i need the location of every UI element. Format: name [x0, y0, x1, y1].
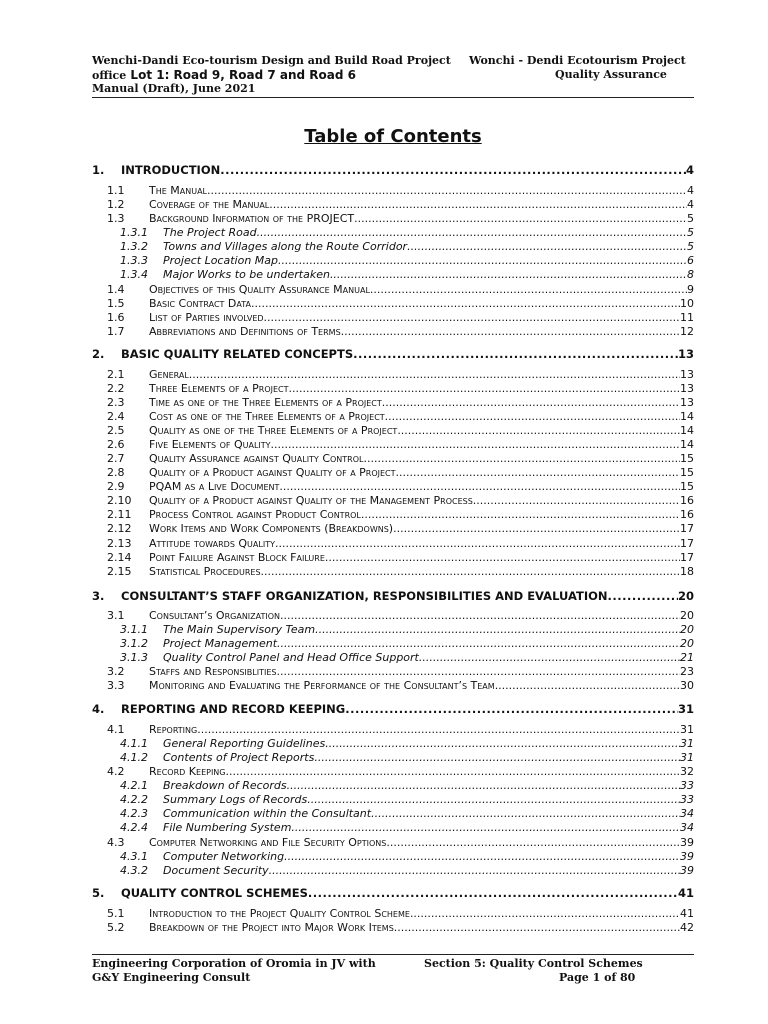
toc-leader-dots — [189, 368, 680, 381]
toc-entry[interactable] — [107, 565, 694, 579]
toc-entry[interactable] — [120, 623, 694, 637]
toc-entry-page: 14 — [680, 410, 694, 423]
toc-entry-title: Project Location Map — [163, 254, 278, 267]
toc-entry[interactable] — [107, 283, 694, 297]
toc-entry-title: Project Management — [163, 637, 278, 650]
toc-entry-page: 39 — [680, 850, 694, 863]
toc-leader-dots — [271, 438, 680, 451]
toc-entry[interactable] — [120, 651, 694, 665]
toc-entry-page: 23 — [680, 665, 694, 678]
toc-entry-title: Quality as one of the Three Elements of a Project — [149, 424, 398, 437]
toc-leader-dots — [345, 702, 678, 716]
toc-entry-number: 3.1 — [107, 609, 125, 622]
toc-entry-title: Major Works to be undertaken — [163, 268, 330, 281]
toc-leader-dots — [277, 637, 680, 650]
toc-entry-title: The Main Supervisory Team — [163, 623, 316, 636]
toc-leader-dots — [397, 424, 680, 437]
toc-entry-page: 16 — [680, 508, 694, 521]
toc-leader-dots — [495, 679, 680, 692]
toc-entry-title: Work Items and Work Components (Breakdowns) — [149, 522, 394, 535]
toc-entry-number: 3.1.1 — [120, 623, 148, 636]
toc-leader-dots — [341, 325, 680, 338]
toc-entry-page: 9 — [687, 283, 694, 296]
toc-entry-title: Staffs and Responsiblities — [149, 665, 277, 678]
toc-entry-number: 2.14 — [107, 551, 132, 564]
toc-entry-number: 2.1 — [107, 368, 125, 381]
toc-entry-page: 18 — [680, 565, 694, 578]
toc-entry-page: 13 — [680, 396, 694, 409]
toc-entry[interactable] — [92, 886, 694, 902]
toc-entry-page: 31 — [680, 723, 694, 736]
toc-leader-dots — [353, 347, 678, 361]
toc-entry[interactable] — [107, 679, 694, 693]
toc-entry[interactable] — [107, 836, 694, 850]
footer-page-number: Page 1 of 80 — [559, 971, 636, 984]
toc-entry-page: 42 — [680, 921, 694, 934]
toc-entry-number: 2.13 — [107, 537, 132, 550]
toc-entry-title: Record Keeping — [149, 765, 226, 778]
toc-entry[interactable] — [107, 551, 694, 565]
toc-leader-dots — [226, 765, 681, 778]
toc-entry[interactable] — [92, 702, 694, 718]
toc-leader-dots — [269, 864, 680, 877]
toc-entry[interactable] — [120, 821, 694, 835]
toc-entry-number: 1.3.2 — [120, 240, 148, 253]
toc-entry-title: General — [149, 368, 189, 381]
toc-entry-number: 3. — [92, 589, 105, 603]
toc-entry-title: Quality of a Product against Quality of a Project — [149, 466, 396, 479]
toc-entry-number: 2.4 — [107, 410, 125, 423]
toc-entry-page: 30 — [680, 679, 694, 692]
toc-entry-number: 2. — [92, 347, 105, 361]
toc-entry-title: The Manual — [149, 184, 208, 197]
toc-leader-dots — [220, 163, 686, 177]
footer-partner: G&Y Engineering Consult — [92, 971, 251, 984]
toc-entry[interactable] — [107, 368, 694, 382]
header-project-title: Wenchi-Dandi Eco-tourism Design and Build Road Project — [92, 54, 451, 67]
toc-entry-number: 2.5 — [107, 424, 125, 437]
toc-entry-page: 13 — [680, 382, 694, 395]
toc-entry-page: 33 — [680, 779, 694, 792]
toc-entry-number: 1. — [92, 163, 105, 177]
toc-entry-page: 39 — [680, 836, 694, 849]
toc-entry-page: 33 — [680, 793, 694, 806]
toc-entry-title: Introduction to the Project Quality Control Scheme — [149, 907, 410, 920]
toc-leader-dots — [278, 254, 687, 267]
toc-entry-title: Time as one of the Three Elements of a Project — [149, 396, 382, 409]
toc-entry-title: REPORTING AND RECORD KEEPING — [121, 702, 346, 716]
toc-entry-page: 4 — [687, 184, 694, 197]
toc-entry-page: 31 — [680, 751, 694, 764]
toc-leader-dots — [315, 623, 680, 636]
toc-entry-page: 6 — [687, 254, 694, 267]
toc-entry-page: 20 — [680, 609, 694, 622]
toc-entry[interactable] — [107, 438, 694, 452]
toc-entry-number: 4.2.1 — [120, 779, 148, 792]
toc-leader-dots — [308, 886, 678, 900]
toc-entry-title: Background Information of the PROJECT — [149, 212, 355, 225]
toc-leader-dots — [370, 283, 687, 296]
toc-leader-dots — [287, 779, 680, 792]
toc-entry[interactable] — [120, 793, 694, 807]
toc-leader-dots — [279, 480, 680, 493]
toc-entry-page: 5 — [687, 240, 694, 253]
toc-leader-dots — [363, 452, 680, 465]
toc-leader-dots — [291, 821, 680, 834]
toc-entry-title: BASIC QUALITY RELATED CONCEPTS — [121, 347, 354, 361]
toc-leader-dots — [207, 184, 687, 197]
toc-entry[interactable] — [107, 765, 694, 779]
toc-entry-title: Monitoring and Evaluating the Performance of the Consultant’s Team — [149, 679, 495, 692]
footer-divider — [92, 954, 694, 955]
toc-leader-dots — [385, 410, 680, 423]
toc-entry-page: 20 — [677, 589, 694, 603]
toc-entry-page: 15 — [680, 480, 694, 493]
toc-entry-number: 1.3 — [107, 212, 125, 225]
toc-leader-dots — [197, 723, 680, 736]
toc-entry-title: Document Security — [163, 864, 269, 877]
toc-entry[interactable] — [107, 723, 694, 737]
toc-entry[interactable] — [107, 297, 694, 311]
toc-entry-number: 4.2.4 — [120, 821, 148, 834]
toc-entry-title: Abbreviations and Definitions of Terms — [149, 325, 341, 338]
toc-entry-title: Five Elements of Quality — [149, 438, 271, 451]
toc-entry-number: 1.7 — [107, 325, 125, 338]
toc-entry-number: 1.6 — [107, 311, 125, 324]
toc-entry-page: 15 — [680, 452, 694, 465]
toc-leader-dots — [419, 651, 680, 664]
toc-entry-number: 2.2 — [107, 382, 125, 395]
toc-entry-number: 5.2 — [107, 921, 125, 934]
toc-leader-dots — [314, 751, 680, 764]
toc-leader-dots — [393, 522, 680, 535]
toc-entry[interactable] — [107, 311, 694, 325]
toc-leader-dots — [361, 508, 680, 521]
toc-entry-number: 2.11 — [107, 508, 132, 521]
toc-entry-title: Quality Control Panel and Head Office Support — [163, 651, 419, 664]
toc-entry-number: 1.3.1 — [120, 226, 148, 239]
toc-entry-number: 2.8 — [107, 466, 125, 479]
toc-entry[interactable] — [120, 226, 694, 240]
toc-entry-page: 4 — [687, 198, 694, 211]
toc-entry[interactable] — [107, 537, 694, 551]
header-project-name: Wonchi - Dendi Ecotourism Project — [469, 54, 686, 67]
toc-entry-title: File Numbering System — [163, 821, 292, 834]
toc-entry-title: The Project Road — [163, 226, 257, 239]
toc-entry[interactable] — [92, 347, 694, 363]
toc-entry-number: 1.1 — [107, 184, 125, 197]
toc-entry-page: 39 — [680, 864, 694, 877]
toc-entry[interactable] — [120, 779, 694, 793]
toc-entry-page: 17 — [680, 551, 694, 564]
toc-entry-title: Attitude towards Quality — [149, 537, 275, 550]
toc-leader-dots — [473, 494, 680, 507]
toc-entry-number: 4.2 — [107, 765, 125, 778]
toc-leader-dots — [354, 212, 687, 225]
toc-entry[interactable] — [107, 424, 694, 438]
toc-leader-dots — [407, 240, 687, 253]
toc-entry-page: 34 — [680, 807, 694, 820]
toc-entry[interactable] — [107, 907, 694, 921]
toc-entry[interactable] — [107, 396, 694, 410]
toc-entry-number: 2.15 — [107, 565, 132, 578]
toc-leader-dots — [410, 907, 680, 920]
toc-entry[interactable] — [107, 325, 694, 339]
toc-leader-dots — [251, 297, 680, 310]
toc-entry-number: 4.1 — [107, 723, 125, 736]
toc-entry-number: 2.7 — [107, 452, 125, 465]
toc-entry-page: 10 — [680, 297, 694, 310]
toc-entry-page: 14 — [680, 424, 694, 437]
toc-entry-title: General Reporting Guidelines — [163, 737, 326, 750]
toc-entry-number: 1.3.3 — [120, 254, 148, 267]
toc-entry[interactable] — [120, 751, 694, 765]
toc-entry[interactable] — [107, 494, 694, 508]
toc-entry-page: 5 — [687, 226, 694, 239]
header-office-label: office — [92, 69, 127, 82]
header-manual-date: Manual (Draft), June 2021 — [92, 82, 256, 95]
toc-entry-title: QUALITY CONTROL SCHEMES — [121, 886, 308, 900]
toc-entry-page: 15 — [680, 466, 694, 479]
header-document-type: Quality Assurance — [555, 68, 667, 81]
toc-entry-page: 31 — [680, 737, 694, 750]
header-divider — [92, 97, 694, 98]
toc-entry-number: 5. — [92, 886, 105, 900]
toc-entry-title: Reporting — [149, 723, 198, 736]
toc-leader-dots — [386, 836, 680, 849]
toc-entry-number: 3.2 — [107, 665, 125, 678]
toc-entry[interactable] — [107, 184, 694, 198]
toc-leader-dots — [275, 537, 680, 550]
toc-entry-title: Objectives of this Quality Assurance Manual — [149, 283, 370, 296]
toc-entry[interactable] — [107, 212, 694, 226]
toc-entry-title: PQAM as a Live Document — [149, 480, 280, 493]
toc-leader-dots — [280, 609, 680, 622]
toc-entry[interactable] — [120, 850, 694, 864]
toc-entry[interactable] — [107, 921, 694, 935]
page-title: Table of Contents — [304, 126, 482, 147]
toc-entry[interactable] — [107, 382, 694, 396]
toc-entry[interactable] — [120, 637, 694, 651]
toc-entry-page: 4 — [685, 163, 694, 177]
toc-entry-page: 17 — [680, 537, 694, 550]
toc-entry-number: 1.5 — [107, 297, 125, 310]
toc-entry-page: 12 — [680, 325, 694, 338]
toc-leader-dots — [330, 268, 687, 281]
toc-entry-title: CONSULTANT’S STAFF ORGANIZATION, RESPONSIBILITIES AND EVALUATION — [121, 589, 608, 603]
toc-leader-dots — [394, 921, 680, 934]
toc-entry[interactable] — [107, 410, 694, 424]
toc-entry[interactable] — [120, 807, 694, 821]
toc-leader-dots — [264, 311, 680, 324]
toc-entry-title: Point Failure Against Block Failure — [149, 551, 325, 564]
toc-entry-number: 5.1 — [107, 907, 125, 920]
toc-entry[interactable] — [107, 508, 694, 522]
toc-entry-title: Contents of Project Reports — [163, 751, 315, 764]
toc-leader-dots — [396, 466, 680, 479]
toc-entry-page: 5 — [687, 212, 694, 225]
toc-entry-number: 4.3.1 — [120, 850, 148, 863]
toc-entry[interactable] — [120, 737, 694, 751]
toc-entry-number: 4.1.1 — [120, 737, 148, 750]
toc-entry-number: 3.3 — [107, 679, 125, 692]
toc-entry-number: 1.2 — [107, 198, 125, 211]
toc-leader-dots — [608, 589, 678, 603]
toc-entry-title: Breakdown of Records — [163, 779, 287, 792]
toc-leader-dots — [284, 850, 680, 863]
toc-entry-page: 11 — [680, 311, 694, 324]
toc-leader-dots — [371, 807, 680, 820]
toc-leader-dots — [276, 665, 680, 678]
toc-entry-number: 2.10 — [107, 494, 132, 507]
toc-entry-title: INTRODUCTION — [121, 163, 221, 177]
toc-entry-page: 34 — [680, 821, 694, 834]
footer-company: Engineering Corporation of Oromia in JV with — [92, 957, 376, 970]
toc-entry-title: Communication within the Consultant — [163, 807, 372, 820]
toc-entry-page: 32 — [680, 765, 694, 778]
toc-leader-dots — [325, 551, 680, 564]
toc-entry-number: 3.1.3 — [120, 651, 148, 664]
toc-entry-number: 4.3.2 — [120, 864, 148, 877]
toc-leader-dots — [269, 198, 687, 211]
toc-entry[interactable] — [107, 665, 694, 679]
toc-entry-number: 2.3 — [107, 396, 125, 409]
toc-entry[interactable] — [120, 240, 694, 254]
toc-leader-dots — [257, 226, 687, 239]
footer-section: Section 5: Quality Control Schemes — [424, 957, 643, 970]
toc-leader-dots — [382, 396, 680, 409]
header-lot-line — [92, 68, 356, 83]
toc-entry-page: 17 — [680, 522, 694, 535]
toc-entry[interactable] — [120, 268, 694, 282]
toc-entry[interactable] — [107, 522, 694, 536]
toc-entry-number: 4. — [92, 702, 105, 716]
toc-entry[interactable] — [120, 254, 694, 268]
toc-entry-number: 4.3 — [107, 836, 125, 849]
toc-entry-page: 13 — [680, 368, 694, 381]
header-lot-text: Lot 1: Road 9, Road 7 and Road 6 — [126, 68, 356, 82]
toc-entry[interactable] — [120, 864, 694, 878]
toc-entry-number: 4.1.2 — [120, 751, 148, 764]
toc-entry-page: 41 — [677, 886, 694, 900]
toc-entry-title: Coverage of the Manual — [149, 198, 270, 211]
toc-entry-number: 4.2.3 — [120, 807, 148, 820]
toc-entry[interactable] — [107, 466, 694, 480]
toc-entry[interactable] — [92, 163, 694, 179]
toc-leader-dots — [289, 382, 680, 395]
toc-entry[interactable] — [107, 198, 694, 212]
toc-entry[interactable] — [107, 452, 694, 466]
toc-entry-number: 3.1.2 — [120, 637, 148, 650]
toc-entry-title: Process Control against Product Control — [149, 508, 361, 521]
toc-entry-page: 41 — [680, 907, 694, 920]
toc-entry[interactable] — [92, 589, 694, 605]
toc-leader-dots — [307, 793, 680, 806]
toc-leader-dots — [325, 737, 680, 750]
toc-entry-title: Towns and Villages along the Route Corridor — [163, 240, 408, 253]
toc-entry-title: Computer Networking — [163, 850, 285, 863]
toc-entry-number: 1.3.4 — [120, 268, 148, 281]
toc-entry-number: 2.6 — [107, 438, 125, 451]
toc-entry-page: 20 — [680, 637, 694, 650]
toc-entry-number: 2.12 — [107, 522, 132, 535]
toc-entry[interactable] — [107, 480, 694, 494]
toc-entry-title: Quality of a Product against Quality of the Management Process — [149, 494, 473, 507]
toc-entry-page: 21 — [680, 651, 694, 664]
toc-entry-title: Consultant’s Organization — [149, 609, 281, 622]
toc-entry-page: 8 — [687, 268, 694, 281]
toc-entry-number: 2.9 — [107, 480, 125, 493]
toc-entry-title: Summary Logs of Records — [163, 793, 308, 806]
toc-entry-number: 1.4 — [107, 283, 125, 296]
toc-entry-title: Three Elements of a Project — [149, 382, 289, 395]
toc-entry-title: Quality Assurance against Quality Control — [149, 452, 364, 465]
toc-entry-title: Statistical Procedures — [149, 565, 261, 578]
toc-entry-title: Basic Contract Data — [149, 297, 251, 310]
toc-entry-title: List of Parties involved — [149, 311, 264, 324]
toc-entry-title: Computer Networking and File Security Options — [149, 836, 387, 849]
toc-entry-title: Breakdown of the Project into Major Work Items — [149, 921, 394, 934]
toc-leader-dots — [261, 565, 680, 578]
toc-entry[interactable] — [107, 609, 694, 623]
toc-entry-title: Cost as one of the Three Elements of a Project — [149, 410, 385, 423]
toc-entry-page: 31 — [677, 702, 694, 716]
toc-entry-page: 16 — [680, 494, 694, 507]
toc-entry-page: 20 — [680, 623, 694, 636]
toc-entry-page: 14 — [680, 438, 694, 451]
toc-entry-page: 13 — [677, 347, 694, 361]
toc-entry-number: 4.2.2 — [120, 793, 148, 806]
